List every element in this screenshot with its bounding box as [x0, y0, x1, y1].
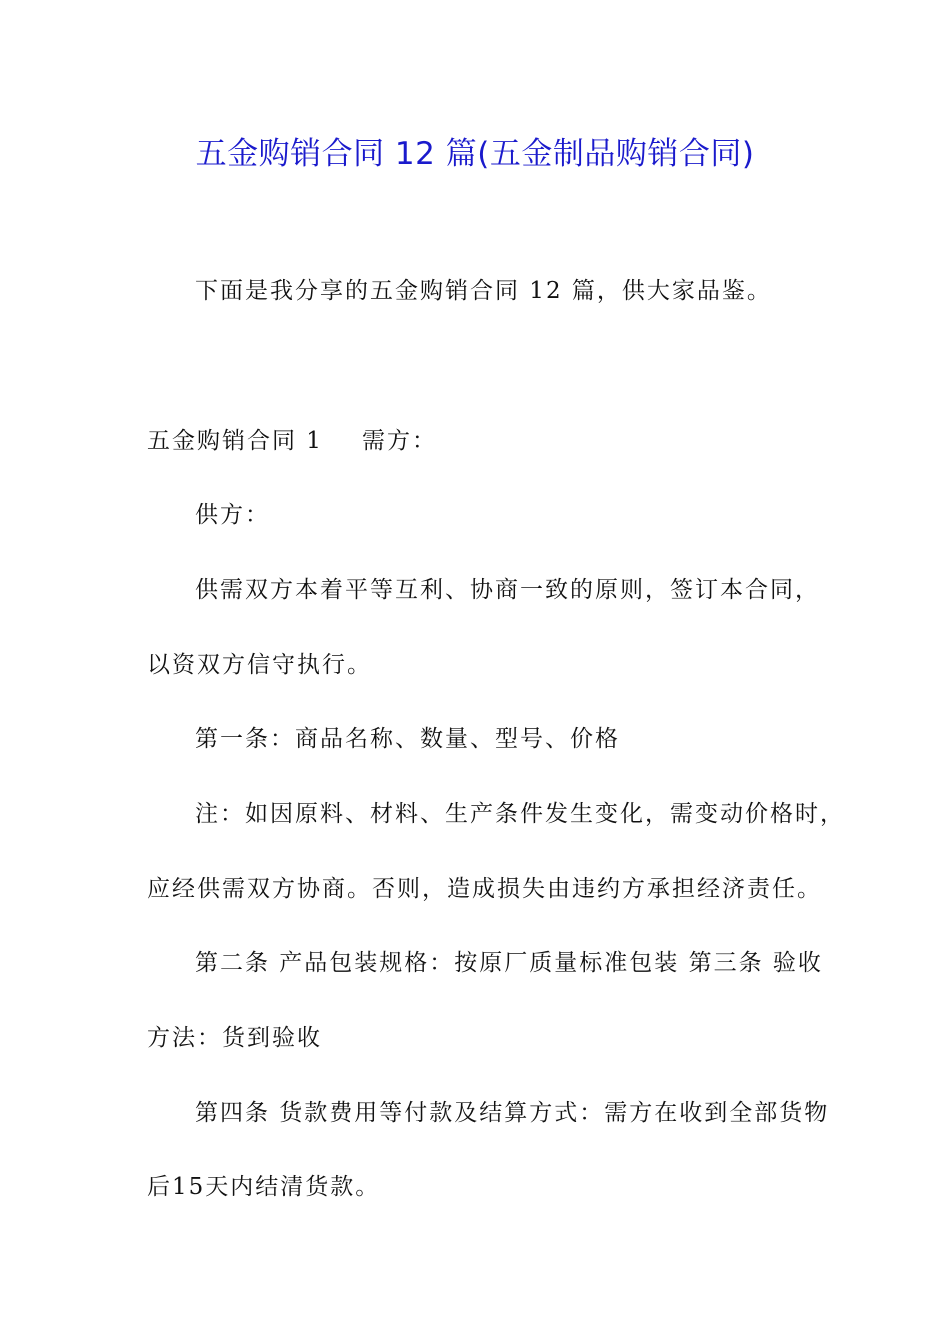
article-two-three: 第二条 产品包装规格：按原厂质量标准包装 第三条 验收	[195, 950, 823, 976]
supplier-label: 供方：	[195, 502, 270, 528]
demander-label: 需方：	[362, 428, 437, 454]
paragraph-line: 应经供需双方协商。否则，造成损失由违约方承担经济责任。	[147, 876, 822, 902]
intro-paragraph: 下面是我分享的五金购销合同 12 篇，供大家品鉴。	[195, 278, 772, 304]
article-four: 第四条 货款费用等付款及结算方式：需方在收到全部货物	[195, 1100, 830, 1126]
document-title: 五金购销合同 12 篇(五金制品购销合同)	[195, 136, 755, 172]
paragraph-line: 方法：货到验收	[147, 1025, 322, 1051]
paragraph-line: 注：如因原料、材料、生产条件发生变化，需变动价格时，	[195, 801, 845, 827]
section-heading: 五金购销合同 1	[147, 428, 323, 454]
paragraph-line: 以资双方信守执行。	[147, 652, 372, 678]
paragraph-line: 后15天内结清货款。	[147, 1174, 381, 1200]
paragraph-line: 供需双方本着平等互利、协商一致的原则，签订本合同，	[195, 577, 820, 603]
article-one: 第一条：商品名称、数量、型号、价格	[195, 726, 620, 752]
